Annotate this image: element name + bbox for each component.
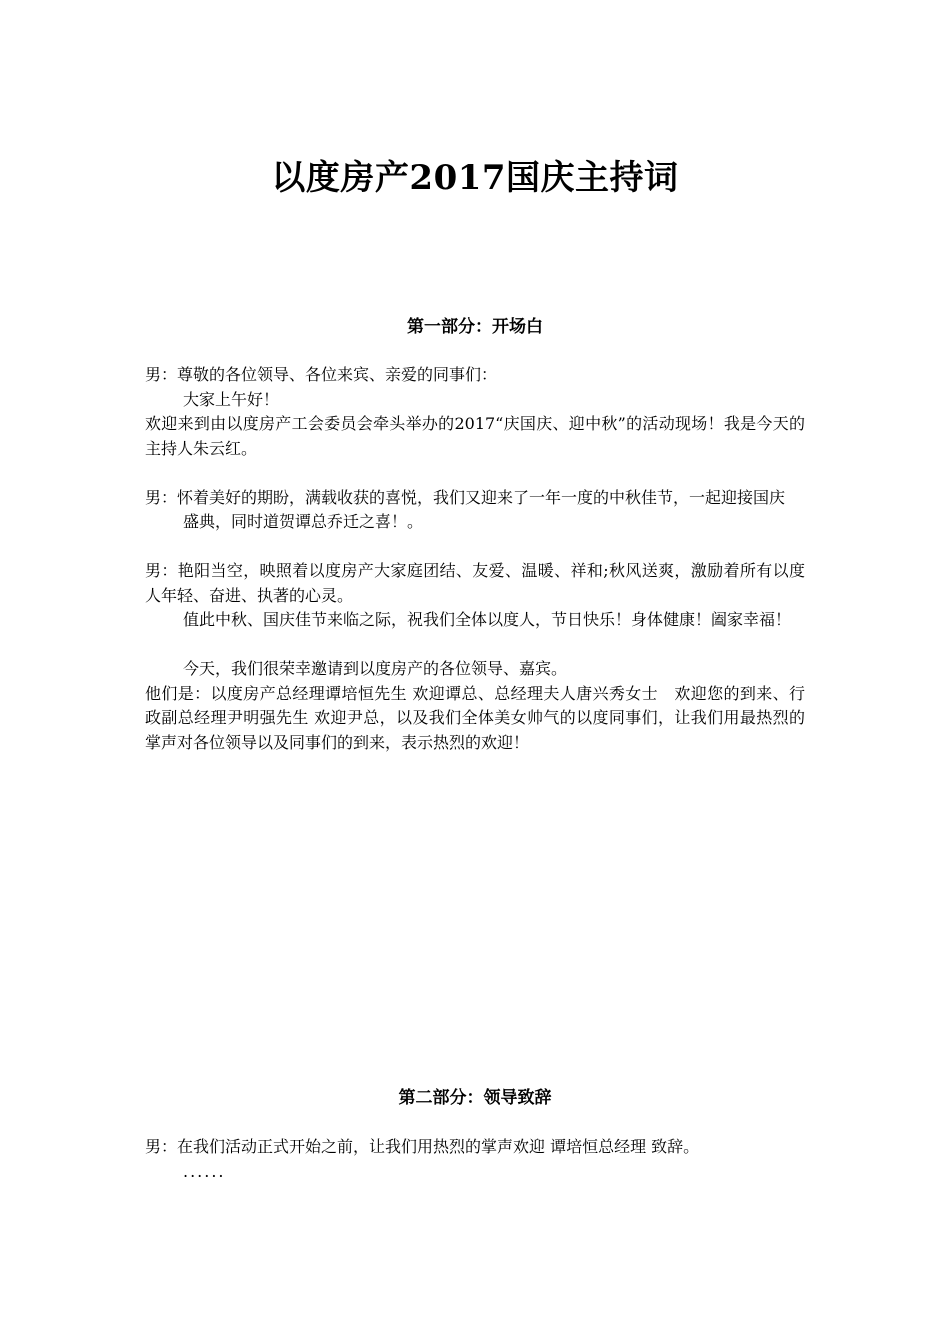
section-leader-speech xyxy=(145,1086,805,1184)
section-heading-opening: 第一部分：开场白 xyxy=(407,317,543,337)
paragraph-welcome: 欢迎来到由以度房产工会委员会牵头举办的2017“庆国庆、迎中秋”的活动现场！我是今天的主持人朱云红。 xyxy=(145,414,805,458)
paragraph-speech-intro: 男：在我们活动正式开始之前，让我们用热烈的掌声欢迎 谭培恒总经理 致辞。 xyxy=(145,1137,700,1156)
paragraph-greeting: 男：尊敬的各位领导、各位来宾、亲爱的同事们： xyxy=(145,365,498,384)
paragraph-good-morning: 大家上午好！ xyxy=(183,389,280,409)
paragraph-ellipsis: ...... xyxy=(183,1161,226,1181)
paragraph-spacer xyxy=(145,461,805,486)
section-opening xyxy=(145,315,805,755)
paragraph-sunshine: 男：艳阳当空，映照着以度房产大家庭团结、友爱、温暖、祥和;秋风送爽，激励着所有以度人年轻、奋进、执著的心灵。 xyxy=(145,561,805,605)
page-title: 以度房产2017国庆主持词 xyxy=(271,158,679,198)
section-body-leader-speech xyxy=(145,1135,805,1184)
paragraph-invitation: 今天，我们很荣幸邀请到以度房产的各位领导、嘉宾。 xyxy=(183,659,568,678)
paragraph-spacer xyxy=(145,535,805,560)
section-heading-leader-speech: 第二部分：领导致辞 xyxy=(398,1088,552,1108)
paragraph-celebration: 盛典，同时道贺谭总乔迁之喜！。 xyxy=(183,512,424,531)
section-body-opening xyxy=(145,363,805,755)
paragraph-festival: 男：怀着美好的期盼，满载收获的喜悦，我们又迎来了一年一度的中秋佳节，一起迎接国庆 xyxy=(145,487,786,507)
paragraph-guests: 他们是：以度房产总经理谭培恒先生 欢迎谭总、总经理夫人唐兴秀女士 欢迎您的到来、行政副总经理尹明强先生 欢迎尹总，以及我们全体美女帅气的以度同事们，让我们用最热烈的掌声对各位领导以及同事们的到来，表示热烈的欢迎！ xyxy=(145,683,805,752)
paragraph-wishes: 值此中秋、国庆佳节来临之际，祝我们全体以度人，节日快乐！身体健康！阖家幸福！ xyxy=(183,610,792,629)
paragraph-spacer xyxy=(145,633,805,658)
